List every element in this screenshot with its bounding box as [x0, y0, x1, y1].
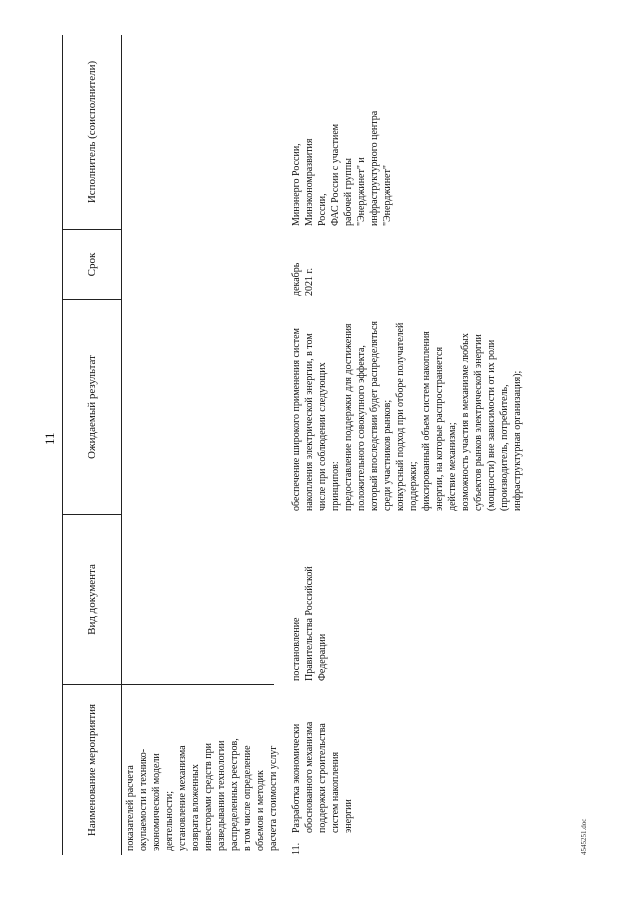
text-line: инфраструктурная организация); [512, 370, 523, 511]
row-doc-type-cell [288, 515, 526, 685]
header-doc-type: Вид документа [63, 515, 121, 685]
table-header [63, 35, 122, 855]
text-line: положительного совокупного эффекта, [356, 345, 367, 511]
text-line: энергии, на которые распространяется [434, 346, 445, 511]
text-line: возврата вложенных [190, 764, 201, 851]
header-term: Срок [63, 230, 121, 300]
empty-cell [122, 300, 282, 515]
text-line: в том числе определение [242, 745, 253, 851]
text-line: экономической модели [151, 753, 162, 851]
text-line: фиксированный объем систем накопления [421, 331, 432, 511]
text-line: постановление [291, 617, 302, 681]
row-number: 11. [291, 842, 302, 855]
text-line: ФАС России с участием [330, 123, 341, 226]
text-line: "Энерджинет" и [356, 157, 367, 226]
text-line: "Энерджинет" [382, 165, 393, 226]
text-line: обоснованного механизма [304, 721, 315, 833]
row-result-cell [288, 300, 526, 515]
text-line: принципов: [330, 461, 341, 511]
text-line: Минэкономразвития [304, 138, 315, 226]
text-line: обеспечение широкого применения систем [291, 328, 302, 511]
text-line: России, [317, 193, 328, 226]
text-line: декабрь [291, 262, 302, 296]
text-line: действие механизма; [447, 422, 458, 511]
text-line: (производитель, потребитель, [499, 384, 510, 511]
text-line: который впоследствии будет распределяться [369, 321, 380, 511]
text-line: рабочей группы [343, 158, 354, 226]
text-line: предоставление поддержки для достижения [343, 323, 354, 511]
text-line: поддержки строительства [317, 723, 328, 833]
text-line: систем накопления [330, 751, 341, 833]
text-line: установление механизма [177, 745, 188, 851]
column-divider [122, 515, 274, 685]
action-plan-table [62, 35, 526, 855]
empty-cell [122, 35, 282, 230]
text-line: окупаемости и технико- [138, 748, 149, 851]
text-line: Федерации [317, 633, 328, 681]
page-number: 11 [42, 432, 57, 445]
text-line: Минэнерго России, [291, 143, 302, 226]
text-line: Правительства Российской [304, 566, 315, 681]
table-row [288, 35, 526, 855]
continuation-row [122, 35, 282, 855]
rotated-page-content [36, 35, 596, 855]
text-line: конкурсный подход при отборе получателей [395, 322, 406, 511]
text-line: (мощности) вне зависимости от их роли [486, 339, 497, 511]
text-line: 2021 г. [304, 268, 315, 296]
text-line: поддержки; [408, 461, 419, 511]
text-line: инвесторами средств при [203, 743, 214, 851]
empty-cell [122, 230, 282, 300]
row-name-cell [288, 685, 526, 855]
text-line: субъектов рынков электрической энергии [473, 334, 484, 511]
header-name: Наименование мероприятия [85, 703, 98, 837]
text-line: расчета стоимости услуг [268, 745, 279, 851]
text-line: возможность участия в механизме любых [460, 333, 471, 511]
text-line: инфраструктурного центра [369, 110, 380, 226]
text-line: разведывании технологии [216, 740, 227, 851]
continuation-name-cell [122, 685, 282, 855]
text-line: среди участников рынков; [382, 399, 393, 511]
text-line: объемов и методик [255, 770, 266, 851]
text-line: накопления электрической энергии, в том [304, 333, 315, 511]
text-line: энергии [343, 799, 354, 833]
header-result: Ожидаемый результат [63, 300, 121, 515]
text-line: Разработка экономически [291, 723, 302, 833]
document-filename: 4545251.doc [580, 818, 588, 855]
text-line: распределенных реестров, [229, 738, 240, 851]
text-line: деятельности; [164, 790, 175, 851]
row-executor-cell [288, 35, 526, 230]
text-line: числе при соблюдении следующих [317, 362, 328, 511]
header-executor: Исполнитель (соисполнители) [63, 35, 121, 230]
row-term-cell [288, 230, 526, 300]
text-line: показателей расчета [125, 765, 136, 851]
